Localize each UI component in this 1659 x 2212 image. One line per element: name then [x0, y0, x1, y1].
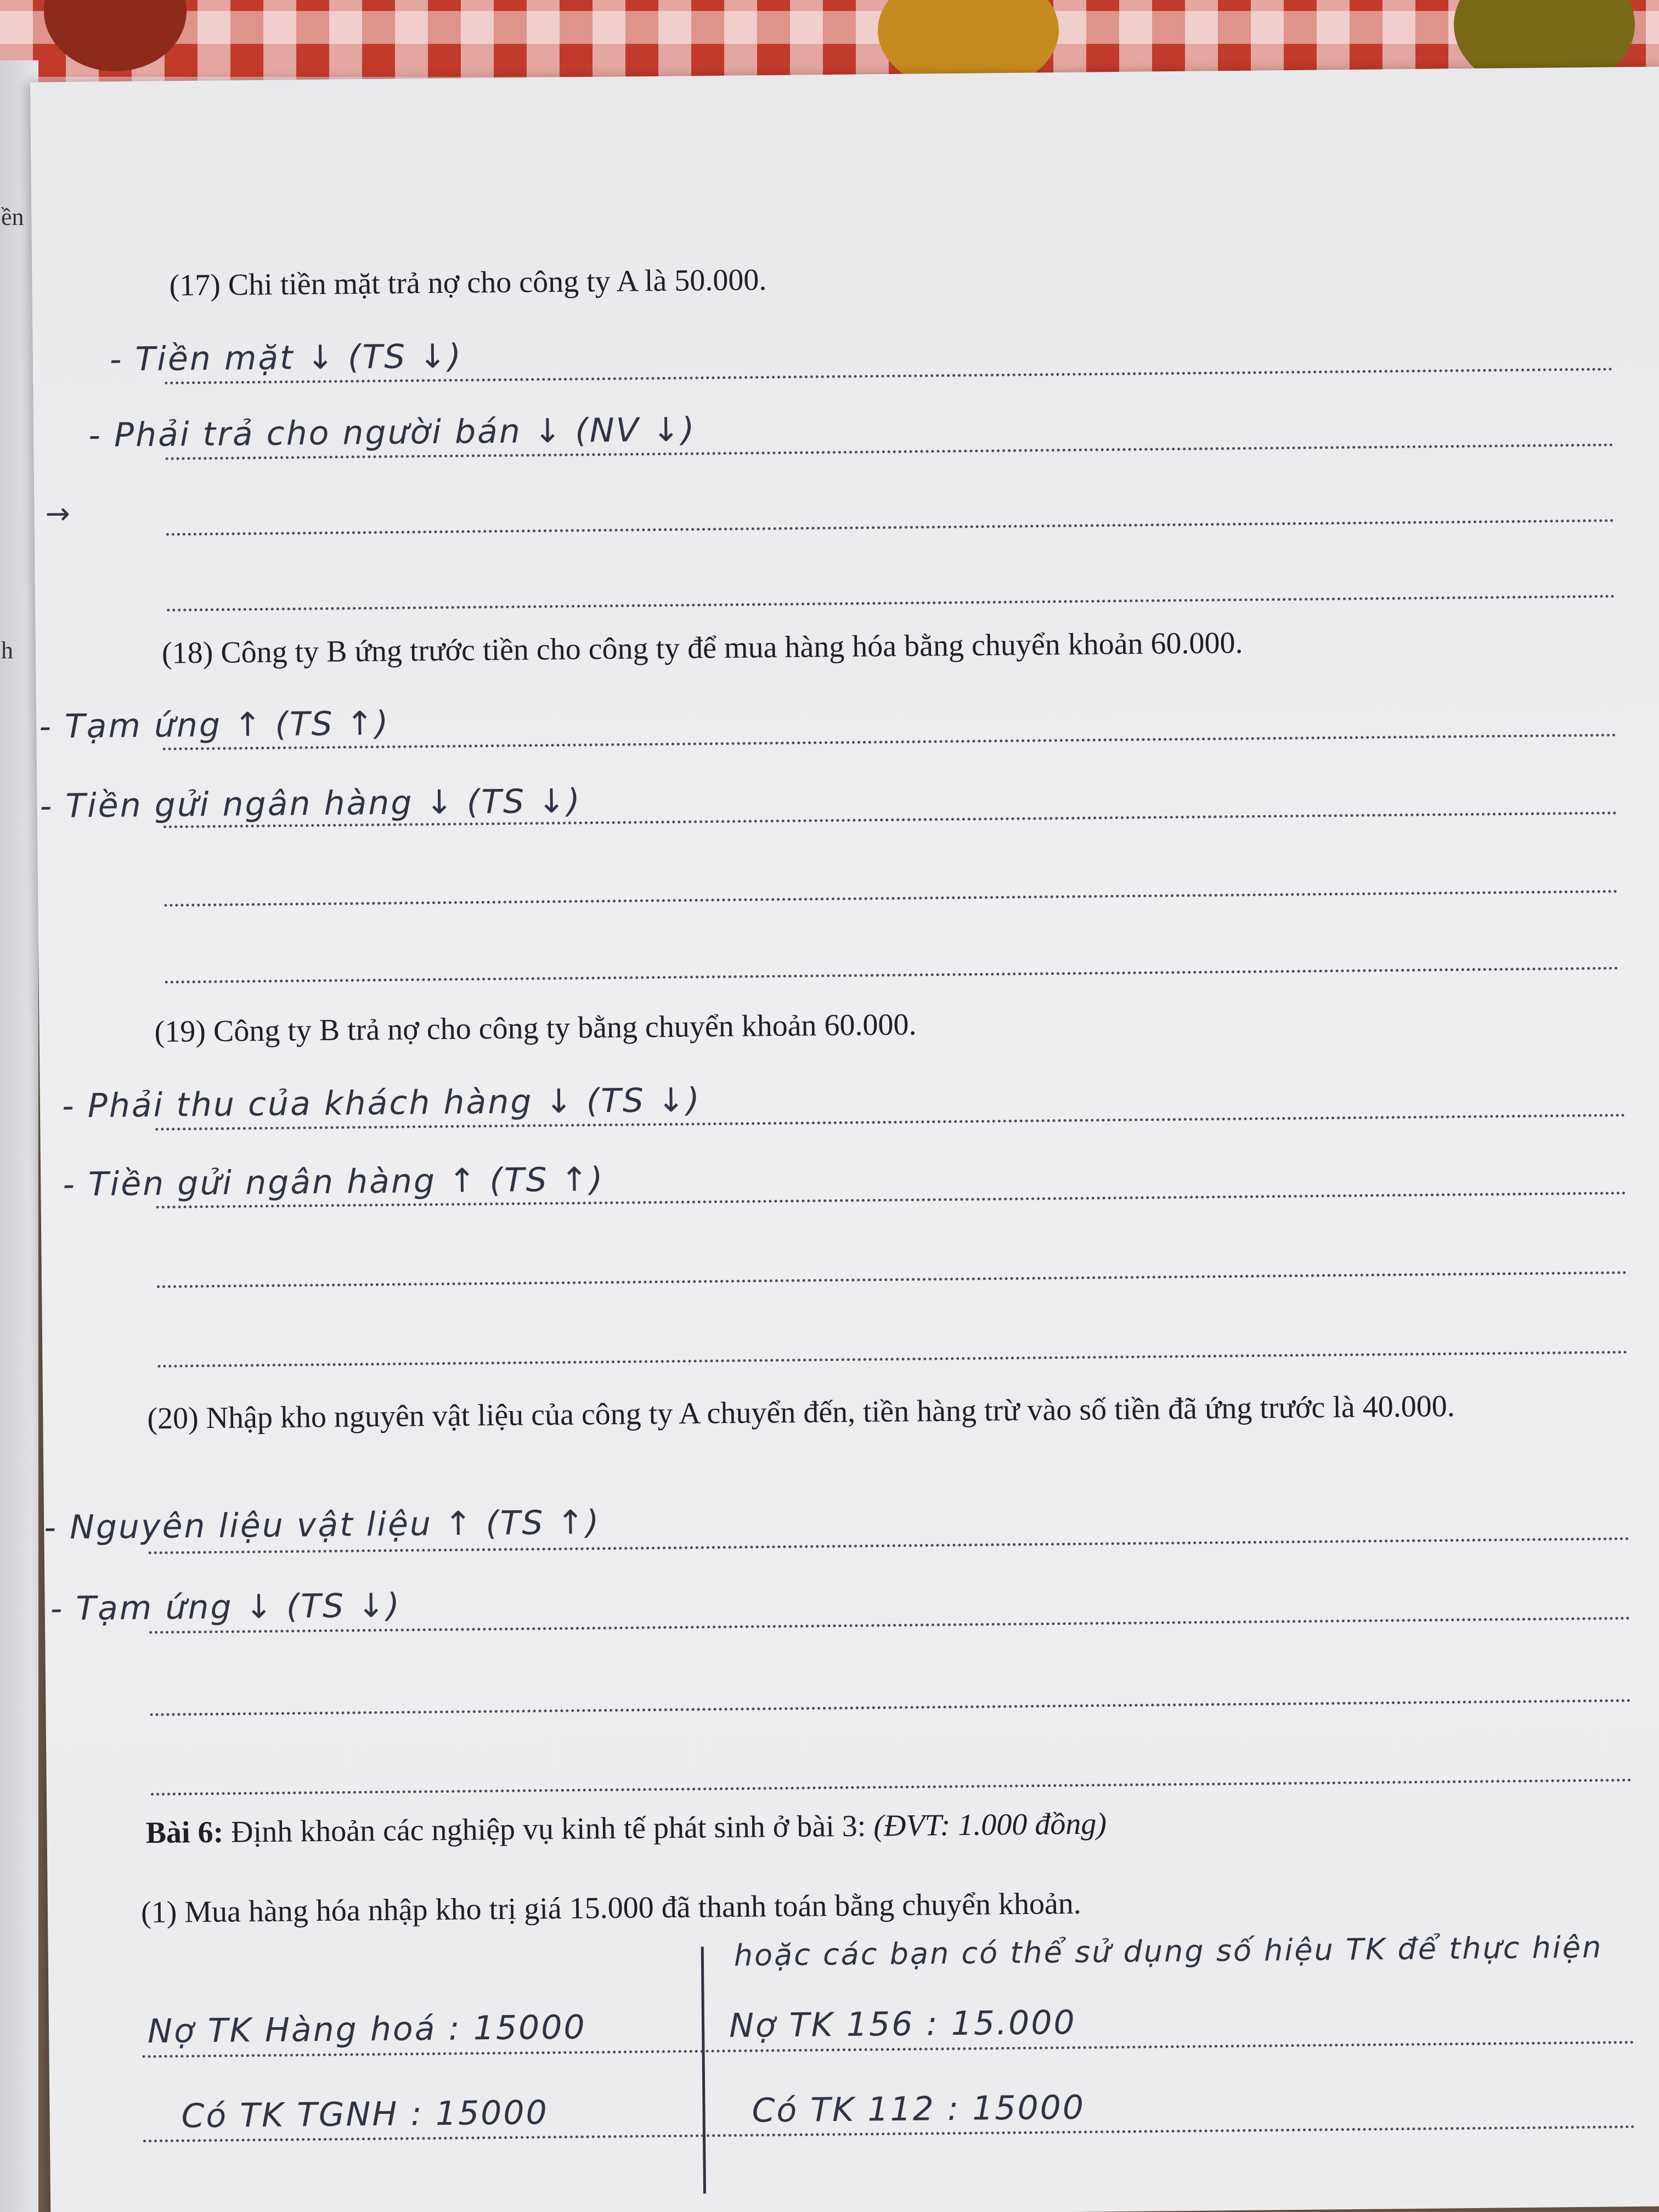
handwritten-answer: - Nguyên liệu vật liệu ↑ (TS ↑): [43, 1503, 601, 1547]
margin-fragment: ền: [1, 204, 24, 230]
exercise-instruction: Định khoản các nghiệp vụ kinh tế phát sinh ở bài 3:: [223, 1809, 874, 1849]
question-20: (20) Nhập kho nguyên vật liệu của công ty A chuyển đến, tiền hàng trừ vào số tiền đã ứng trước là 40.000.: [147, 1389, 1455, 1436]
handwritten-credit-entry: Có TK TGNH : 15000: [181, 2094, 549, 2136]
answer-line: [157, 1351, 1628, 1368]
handwritten-answer: - Phải thu của khách hàng ↓ (TS ↓): [61, 1081, 702, 1126]
handwritten-answer: - Phải trả cho người bán ↓ (NV ↓): [88, 410, 696, 455]
exercise-unit: (ĐVT: 1.000 đồng): [873, 1807, 1107, 1843]
exercise-number: Bài 6:: [145, 1815, 224, 1850]
answer-line: [164, 890, 1618, 906]
handwritten-answer: - Tạm ứng ↓ (TS ↓): [50, 1586, 402, 1628]
handwritten-answer: - Tạm ứng ↑ (TS ↑): [38, 704, 390, 746]
worksheet-page: [30, 66, 1659, 2212]
handwritten-arrow: →: [45, 496, 72, 531]
answer-line: [167, 595, 1615, 611]
question-19: (19) Công ty B trả nợ cho công ty bằng chuyển khoản 60.000.: [154, 1007, 917, 1049]
question-18: (18) Công ty B ứng trước tiền cho công ty để mua hàng hóa bằng chuyển khoản 60.000.: [161, 625, 1243, 670]
handwritten-note: hoặc các bạn có thể sử dụng số hiệu TK để thực hiện: [733, 1929, 1603, 1973]
margin-fragment: h: [1, 637, 13, 664]
answer-line: [150, 1699, 1632, 1716]
handwritten-debit-entry: Nợ TK 156 : 15.000: [729, 2003, 1076, 2045]
handwritten-divider: [701, 1946, 706, 2193]
answer-line: [157, 1271, 1627, 1288]
handwritten-credit-entry: Có TK 112 : 15000: [752, 2088, 1086, 2130]
answer-line: [151, 1779, 1632, 1796]
exercise-item-1: (1) Mua hàng hóa nhập kho trị giá 15.000 đã thanh toán bằng chuyển khoản.: [140, 1886, 1082, 1930]
exercise-heading: [145, 1800, 1107, 1857]
handwritten-answer: - Tiền gửi ngân hàng ↓ (TS ↓): [40, 782, 582, 826]
handwritten-debit-entry: Nợ TK Hàng hoá : 15000: [147, 2008, 586, 2051]
answer-line: [165, 967, 1619, 983]
handwritten-answer: - Tiền mặt ↓ (TS ↓): [109, 337, 463, 379]
fruit-decoration: [44, 0, 187, 71]
question-17: (17) Chi tiền mặt trả nợ cho công ty A là 50.000.: [169, 263, 767, 303]
handwritten-answer: - Tiền gửi ngân hàng ↑ (TS ↑): [62, 1160, 605, 1204]
answer-line: [166, 519, 1615, 535]
